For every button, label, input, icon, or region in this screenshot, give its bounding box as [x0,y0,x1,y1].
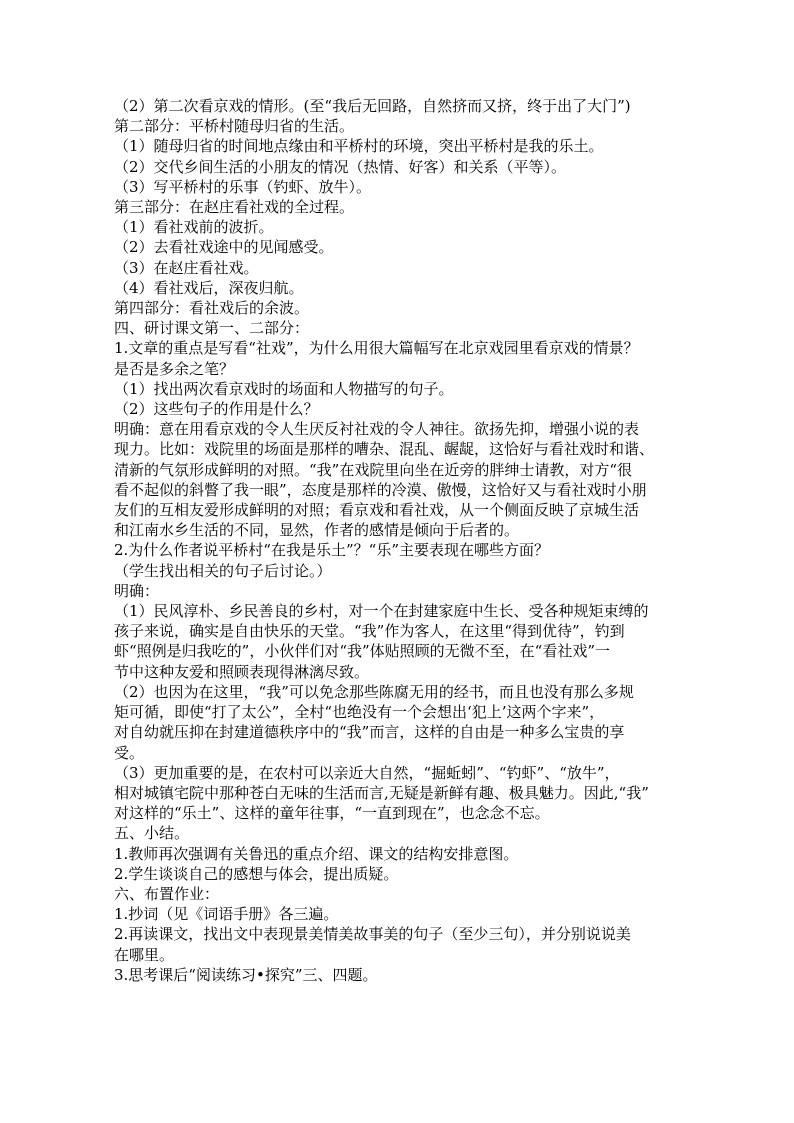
text-line: 2.学生谈谈自己的感想与体会，提出质疑。 [114,864,399,883]
text-line: 和江南水乡生活的不同，显然，作者的感情是倾向于后者的。 [114,521,520,540]
text-line: 相对城镇宅院中那种苍白无味的生活而言,无疑是新鲜有趣、极具魅力。因此,“我” [114,783,649,802]
text-line: 是否是多余之笔？ [114,359,235,378]
text-line: 1.抄词（见《词语手册》各三遍。 [114,905,339,924]
section-heading: 四、研讨课文第一、二部分： [114,319,310,338]
text-line: 现力。比如：戏院里的场面是那样的嘈杂、混乱、龌龊，这恰好与看社戏时和谐、 [114,440,655,459]
section-heading: 第三部分：在赵庄看社戏的全过程。 [114,198,355,217]
text-line: （2）交代乡间生活的小朋友的情况（热情、好客）和关系（平等）。 [114,157,567,176]
text-line: 明确：意在用看京戏的令人生厌反衬社戏的令人神往。欲扬先抑，增强小说的表 [114,420,640,439]
text-line: 2.为什么作者说平桥村“在我是乐土”？“乐”主要表现在哪些方面？ [114,541,549,560]
text-line: （2）去看社戏途中的见闻感受。 [114,238,334,257]
text-line: 对这样的“乐土”、这样的童年往事，“一直到现在”，也念念不忘。 [114,804,550,823]
text-line: （3）在赵庄看社戏。 [114,258,259,277]
text-line: 1.教师再次强调有关鲁迅的重点介绍、课文的结构安排意图。 [114,844,519,863]
text-line: 看不起似的斜瞥了我一眼”，态度是那样的冷漠、傲慢，这恰好又与看社戏时小朋 [114,480,647,499]
text-line: （1）民风淳朴、乡民善良的乡村，对一个在封建家庭中生长、受各种规矩束缚的 [114,602,649,621]
document-body [114,96,684,985]
text-line: 清新的气氛形成鲜明的对照。“我”在戏院里向坐在近旁的胖绅士请教，对方“很 [114,460,633,479]
section-heading: 六、布置作业： [114,884,220,903]
text-line: （1）看社戏前的波折。 [114,218,274,237]
text-line: （2）也因为在这里，“我”可以免念那些陈腐无用的经书，而且也没有那么多规 [114,682,634,701]
text-line: （3）更加重要的是，在农村可以亲近大自然，“掘蚯蚓”、“钓虾”、“放牛”， [114,763,620,782]
text-line: 3.思考课后“阅读练习•探究”三、四题。 [114,965,378,984]
text-line: 孩子来说，确实是自由快乐的天堂。“我”作为客人，在这里“得到优待”，钓到 [114,622,625,641]
text-line: 2.再读课文，找出文中表现景美情美故事美的句子（至少三句），并分别说说美 [114,925,631,944]
text-line: 虾“照例是归我吃的”，小伙伴们对“我”体贴照顾的无微不至，在“看社戏”一 [114,642,611,661]
section-heading: 第四部分：看社戏后的余波。 [114,299,310,318]
text-line: 1.文章的重点是写看“社戏”，为什么用很大篇幅写在北京戏园里看京戏的情景？ [114,339,639,358]
section-heading: 第二部分：平桥村随母归省的生活。 [114,117,355,136]
text-line: 明确： [114,581,160,600]
text-line: 对自幼就压抑在封建道德秩序中的“我”而言，这样的自由是一种多么宝贵的享 [114,723,625,742]
text-line: 矩可循，即使“打了太公”，全村“也绝没有一个会想出‘犯上’这两个字来”， [114,703,605,722]
text-line: （4）看社戏后，深夜归航。 [114,278,304,297]
text-line: 节中这种友爱和照顾表现得淋漓尽致。 [114,662,370,681]
text-line: （1）随母归省的时间地点缘由和平桥村的环境，突出平桥村是我的乐土。 [114,137,604,156]
section-heading: 五、小结。 [114,824,190,843]
text-line: 友们的互相友爱形成鲜明的对照；看京戏和看社戏，从一个侧面反映了京城生活 [114,501,640,520]
text-line: （2）这些句子的作用是什么？ [114,400,319,419]
text-line: （学生找出相关的句子后讨论。） [114,561,332,580]
text-line: （2）第二次看京戏的情形。(至“我后无回路，自然挤而又挤，终于出了大门”) [114,97,631,115]
text-line: 受。 [114,743,145,762]
text-line: （1）找出两次看京戏时的场面和人物描写的句子。 [114,379,454,398]
text-line: 在哪里。 [114,945,175,964]
text-line: （3）写平桥村的乐事（钓虾、放牛）。 [114,177,372,196]
